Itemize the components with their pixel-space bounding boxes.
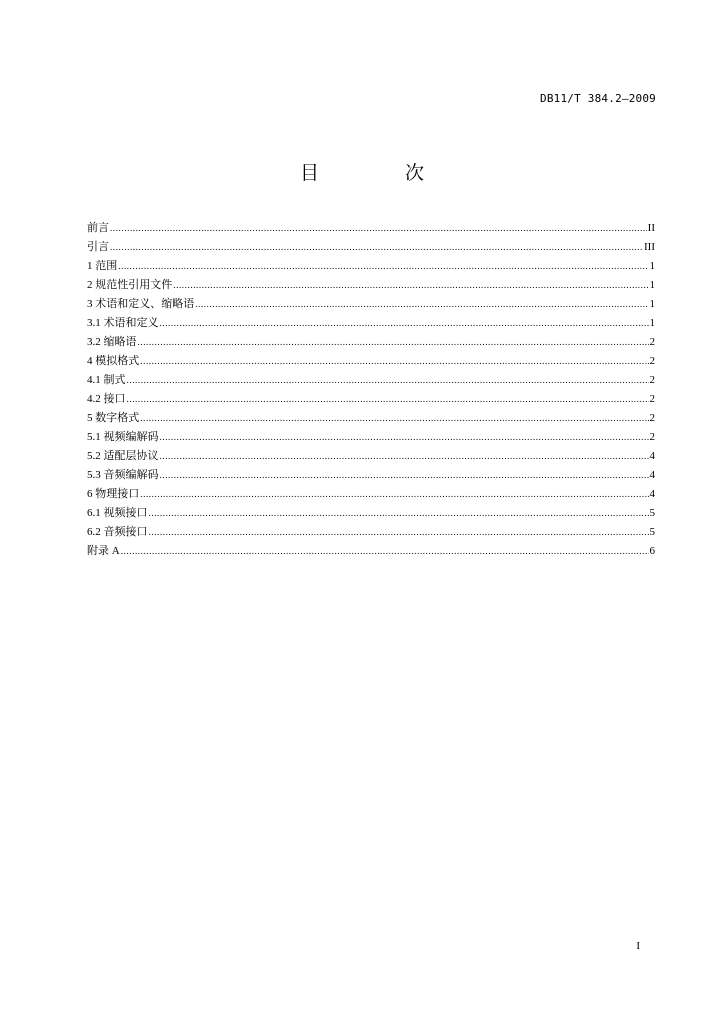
- toc-entry-label: 前言: [87, 222, 109, 234]
- toc-leader-dots: [160, 428, 649, 447]
- toc-entry-label: 6 物理接口: [87, 488, 140, 500]
- toc-leader-dots: [140, 485, 648, 504]
- toc-entry-label: 3.1 术语和定义: [87, 317, 159, 329]
- toc-entry-page: 1: [649, 298, 655, 310]
- toc-entry[interactable]: [87, 523, 655, 542]
- toc-entry[interactable]: [87, 238, 655, 257]
- toc-entry[interactable]: [87, 466, 655, 485]
- toc-entry-page: 6: [649, 545, 655, 557]
- toc-entry[interactable]: [87, 371, 655, 390]
- toc-leader-dots: [110, 219, 647, 238]
- toc-entry[interactable]: [87, 219, 655, 238]
- toc-entry-label: 4.1 制式: [87, 374, 126, 386]
- toc-leader-dots: [160, 447, 649, 466]
- toc-leader-dots: [127, 390, 649, 409]
- toc-leader-dots: [173, 276, 648, 295]
- table-of-contents: [87, 219, 655, 561]
- toc-entry[interactable]: [87, 485, 655, 504]
- page-title: 目 次: [299, 162, 465, 184]
- toc-leader-dots: [127, 371, 649, 390]
- toc-leader-dots: [195, 295, 648, 314]
- toc-entry-page: 5: [649, 526, 655, 538]
- document-code: DB11/T 384.2—2009: [540, 92, 656, 105]
- toc-entry[interactable]: [87, 542, 655, 561]
- toc-entry-label: 6.2 音频接口: [87, 526, 148, 538]
- toc-entry-label: 5.1 视频编解码: [87, 431, 159, 443]
- toc-entry[interactable]: [87, 390, 655, 409]
- toc-entry-label: 2 规范性引用文件: [87, 279, 173, 291]
- toc-leader-dots: [140, 352, 648, 371]
- toc-entry[interactable]: [87, 409, 655, 428]
- toc-leader-dots: [121, 542, 649, 561]
- toc-entry-label: 4.2 接口: [87, 393, 126, 405]
- toc-leader-dots: [160, 466, 649, 485]
- toc-entry-page: 2: [649, 336, 655, 348]
- toc-entry-label: 4 模拟格式: [87, 355, 140, 367]
- toc-entry-label: 6.1 视频接口: [87, 507, 148, 519]
- toc-entry-page: III: [644, 241, 655, 253]
- toc-entry-label: 3.2 缩略语: [87, 336, 137, 348]
- toc-entry-page: 1: [649, 317, 655, 329]
- toc-entry-label: 5.3 音频编解码: [87, 469, 159, 481]
- toc-entry[interactable]: [87, 314, 655, 333]
- page-number: I: [636, 940, 640, 952]
- toc-entry-page: 1: [649, 279, 655, 291]
- toc-leader-dots: [149, 523, 649, 542]
- toc-entry[interactable]: [87, 352, 655, 371]
- toc-entry-page: 2: [649, 431, 655, 443]
- toc-entry-page: 4: [649, 450, 655, 462]
- toc-entry-label: 附录 A: [87, 545, 120, 557]
- toc-entry-page: 5: [649, 507, 655, 519]
- toc-entry-label: 1 范围: [87, 260, 118, 272]
- toc-entry-page: 2: [649, 374, 655, 386]
- toc-leader-dots: [149, 504, 649, 523]
- toc-leader-dots: [140, 409, 648, 428]
- toc-entry-page: 2: [649, 412, 655, 424]
- toc-leader-dots: [110, 238, 643, 257]
- toc-entry-page: 4: [649, 488, 655, 500]
- toc-entry-page: 2: [649, 393, 655, 405]
- toc-entry[interactable]: [87, 333, 655, 352]
- toc-entry-page: 2: [649, 355, 655, 367]
- toc-entry-page: II: [647, 222, 655, 234]
- toc-entry[interactable]: [87, 257, 655, 276]
- toc-entry[interactable]: [87, 276, 655, 295]
- toc-leader-dots: [118, 257, 648, 276]
- toc-leader-dots: [160, 314, 649, 333]
- toc-entry[interactable]: [87, 504, 655, 523]
- toc-entry-label: 引言: [87, 241, 109, 253]
- toc-entry-page: 1: [649, 260, 655, 272]
- toc-entry-page: 4: [649, 469, 655, 481]
- toc-entry-label: 3 术语和定义、缩略语: [87, 298, 195, 310]
- toc-entry-label: 5 数字格式: [87, 412, 140, 424]
- toc-entry[interactable]: [87, 428, 655, 447]
- toc-leader-dots: [138, 333, 649, 352]
- toc-entry[interactable]: [87, 447, 655, 466]
- toc-entry[interactable]: [87, 295, 655, 314]
- toc-entry-label: 5.2 适配层协议: [87, 450, 159, 462]
